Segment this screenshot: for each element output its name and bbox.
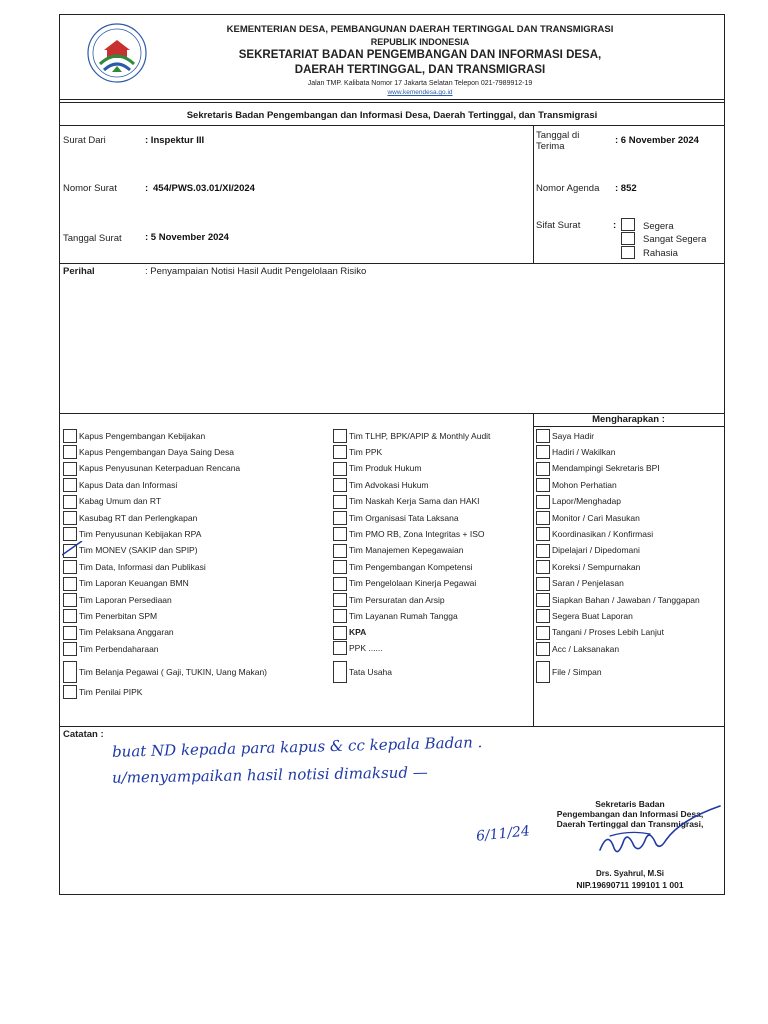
ministry-logo — [82, 20, 152, 86]
instruction-item-checkbox[interactable] — [536, 577, 550, 591]
instruction-item-label: Saya Hadir — [552, 430, 595, 441]
sifat-checkbox-sangat-segera[interactable] — [621, 232, 635, 245]
team-item-checkbox[interactable] — [333, 478, 347, 492]
team-item-checkbox[interactable] — [333, 641, 347, 655]
tanggal-diterima-label-1: Tanggal di — [536, 130, 580, 141]
unit-item-label: Kabag Umum dan RT — [79, 496, 162, 507]
team-item-checkbox[interactable] — [333, 609, 347, 623]
instruction-item-checkbox[interactable] — [536, 445, 550, 459]
instruction-item-label: Koordinasikan / Konfirmasi — [552, 528, 654, 539]
signatory-name: Drs. Syahrul, M.Si — [595, 869, 665, 878]
instruction-item-label: Koreksi / Sempurnakan — [552, 561, 641, 572]
tanggal-diterima-label-2: Terima — [536, 141, 565, 152]
signatory-title-line1: Sekretaris Badan — [595, 799, 665, 809]
team-item-label: Tim PMO RB, Zona Integritas + ISO — [349, 528, 485, 539]
unit-item-checkbox[interactable] — [63, 626, 77, 640]
signatory-title-line2: Pengembangan dan Informasi Desa, — [556, 809, 704, 819]
info-divider — [533, 125, 534, 263]
handwritten-date: 6/11/24 — [475, 823, 531, 845]
unit-item-checkbox[interactable] — [63, 560, 77, 574]
instruction-item-checkbox[interactable] — [536, 593, 550, 607]
unit-item-checkbox[interactable] — [63, 609, 77, 623]
letterhead-rule-bottom — [60, 102, 724, 103]
team-item-label: PPK ...... — [349, 642, 383, 653]
instruction-item-label: Monitor / Cari Masukan — [552, 512, 640, 523]
team-item-checkbox[interactable] — [333, 429, 347, 443]
instruction-item-checkbox[interactable] — [536, 462, 550, 476]
tanggal-surat-value: : 5 November 2024 — [145, 232, 229, 243]
unit-item-checkbox[interactable] — [63, 593, 77, 607]
team-item-label: Tim Advokasi Hukum — [349, 479, 429, 490]
unit-item-checkbox[interactable] — [63, 429, 77, 443]
instruction-item-checkbox[interactable] — [536, 642, 550, 656]
unit-item-label: Tim Penerbitan SPM — [79, 610, 158, 621]
agency-name-line1: SEKRETARIAT BADAN PENGEMBANGAN DAN INFORMASI DESA, — [238, 49, 602, 61]
unit-item-checkbox[interactable] — [63, 445, 77, 459]
catatan-label: Catatan : — [63, 729, 104, 740]
sifat-checkbox-segera[interactable] — [621, 218, 635, 231]
sifat-surat-colon: : — [613, 220, 617, 231]
team-item-label: Tim TLHP, BPK/APIP & Monthly Audit — [349, 430, 491, 441]
team-item-checkbox[interactable] — [333, 445, 347, 459]
unit-item-checkbox[interactable] — [63, 478, 77, 492]
unit-item-label: Tim MONEV (SAKIP dan SPIP) — [79, 545, 198, 556]
team-item-checkbox[interactable] — [333, 527, 347, 541]
team-item-label: Tata Usaha — [349, 666, 392, 677]
agency-name-line2: DAERAH TERTINGGAL, DAN TRANSMIGRASI — [294, 64, 546, 76]
unit-item-label: Kapus Pengembangan Daya Saing Desa — [79, 446, 234, 457]
team-item-checkbox[interactable] — [333, 511, 347, 525]
instruction-item-label: Saran / Penjelasan — [552, 578, 624, 589]
instruction-item-checkbox[interactable] — [536, 495, 550, 509]
nomor-agenda-label: Nomor Agenda — [536, 183, 600, 194]
instruction-item-checkbox[interactable] — [536, 560, 550, 574]
team-item-label: Tim Persuratan dan Arsip — [349, 594, 445, 605]
team-item-label: Tim Produk Hukum — [349, 463, 422, 474]
instruction-item-label: Dipelajari / Dipedomani — [552, 545, 640, 556]
handwritten-note-line1: buat ND kepada para kapus & cc kepala Badan . — [111, 733, 483, 761]
instruction-item-label: Mohon Perhatian — [552, 479, 617, 490]
unit-item-checkbox[interactable] — [63, 685, 77, 699]
unit-item-checkbox[interactable] — [63, 511, 77, 525]
signatory-title-line3: Daerah Tertinggal dan Transmigrasi, — [556, 819, 704, 829]
unit-item-label: Kapus Data dan Informasi — [79, 479, 178, 490]
perihal-rule — [60, 263, 724, 264]
perihal-label: Perihal — [63, 266, 95, 277]
nomor-surat-colon: : — [145, 183, 149, 194]
team-item-checkbox[interactable] — [333, 626, 347, 640]
sifat-option-sangat-segera: Sangat Segera — [643, 234, 706, 245]
instruction-item-label: Segera Buat Laporan — [552, 610, 633, 621]
instruction-item-label: Tangani / Proses Lebih Lanjut — [552, 627, 664, 638]
instruction-item-label: Siapkan Bahan / Jawaban / Tanggapan — [552, 594, 700, 605]
team-item-checkbox[interactable] — [333, 661, 347, 683]
disposition-rule-bottom — [60, 726, 724, 727]
letterhead-rule-top — [60, 99, 724, 100]
instruction-item-checkbox[interactable] — [536, 544, 550, 558]
unit-item-label: Tim Pelaksana Anggaran — [79, 627, 174, 638]
title-rule — [60, 125, 724, 126]
unit-item-label: Kapus Penyusunan Keterpaduan Rencana — [79, 463, 241, 474]
handwritten-note-line2: u/menyampaikan hasil notisi dimaksud — — [111, 763, 428, 787]
instruction-item-checkbox[interactable] — [536, 511, 550, 525]
nomor-surat-value: 454/PWS.03.01/XI/2024 — [153, 183, 255, 194]
instruction-item-checkbox[interactable] — [536, 626, 550, 640]
unit-item-checkbox[interactable] — [63, 544, 77, 558]
unit-item-checkbox[interactable] — [63, 642, 77, 656]
team-item-label: Tim Pengelolaan Kinerja Pegawai — [349, 578, 477, 589]
instruction-item-label: File / Simpan — [552, 666, 602, 677]
team-item-checkbox[interactable] — [333, 560, 347, 574]
instruction-item-checkbox[interactable] — [536, 609, 550, 623]
unit-item-checkbox[interactable] — [63, 462, 77, 476]
tanggal-diterima-value: : 6 November 2024 — [615, 135, 699, 146]
republic-name: REPUBLIK INDONESIA — [370, 37, 470, 47]
team-item-checkbox[interactable] — [333, 593, 347, 607]
unit-item-label: Tim Perbendaharaan — [79, 643, 159, 654]
unit-item-label: Tim Laporan Keuangan BMN — [79, 578, 189, 589]
instruction-item-checkbox[interactable] — [536, 478, 550, 492]
team-item-label: Tim PPK — [349, 446, 383, 457]
unit-item-checkbox[interactable] — [63, 527, 77, 541]
team-item-checkbox[interactable] — [333, 577, 347, 591]
nomor-agenda-value: : 852 — [615, 183, 637, 194]
letterhead-address: Jalan TMP. Kalibata Nomor 17 Jakarta Selatan Telepon 021-7989912-19 — [307, 80, 533, 87]
perihal-value: : Penyampaian Notisi Hasil Audit Pengelolaan Risiko — [145, 266, 367, 277]
unit-item-label: Kapus Pengembangan Kebijakan — [79, 430, 206, 441]
unit-item-label: Tim Penyusunan Kebijakan RPA — [79, 528, 202, 539]
nomor-surat-label: Nomor Surat — [63, 183, 117, 194]
sifat-surat-label: Sifat Surat — [536, 220, 581, 231]
team-item-checkbox[interactable] — [333, 544, 347, 558]
sifat-checkbox-rahasia[interactable] — [621, 246, 635, 259]
team-item-label: Tim Naskah Kerja Sama dan HAKI — [349, 496, 480, 507]
team-item-label: Tim Layanan Rumah Tangga — [349, 610, 458, 621]
team-item-label: Tim Manajemen Kepegawaian — [349, 545, 464, 556]
unit-item-checkbox[interactable] — [63, 661, 77, 683]
team-item-label: KPA — [349, 627, 367, 638]
signature — [590, 800, 730, 870]
unit-item-label: Kasubag RT dan Perlengkapan — [79, 512, 198, 523]
sifat-option-segera: Segera — [643, 221, 674, 232]
unit-item-label: Tim Belanja Pegawai ( Gaji, TUKIN, Uang Makan) — [79, 666, 268, 677]
unit-item-label: Tim Penilai PIPK — [79, 686, 143, 697]
mengharapkan-divider — [533, 413, 534, 726]
unit-item-checkbox[interactable] — [63, 495, 77, 509]
instruction-item-checkbox[interactable] — [536, 661, 550, 683]
unit-item-label: Tim Data, Informasi dan Publikasi — [79, 561, 206, 572]
mengharapkan-rule — [533, 426, 724, 427]
instruction-item-label: Acc / Laksanakan — [552, 643, 620, 654]
surat-dari-value: : Inspektur III — [145, 135, 205, 146]
letterhead-website[interactable]: www.kemendesa.go.id — [387, 89, 453, 96]
sifat-option-rahasia: Rahasia — [643, 248, 678, 259]
instruction-item-label: Hadiri / Wakilkan — [552, 446, 616, 457]
team-item-checkbox[interactable] — [333, 495, 347, 509]
unit-item-label: Tim Laporan Persediaan — [79, 594, 172, 605]
team-item-label: Tim Pengembangan Kompetensi — [349, 561, 473, 572]
team-item-checkbox[interactable] — [333, 462, 347, 476]
unit-item-checkbox[interactable] — [63, 577, 77, 591]
instruction-item-checkbox[interactable] — [536, 527, 550, 541]
surat-dari-label: Surat Dari — [63, 135, 106, 146]
instruction-item-label: Lapor/Menghadap — [552, 496, 622, 507]
form-title: Sekretaris Badan Pengembangan dan Informasi Desa, Daerah Tertinggal, dan Transmigrasi — [186, 110, 598, 121]
ministry-name: KEMENTERIAN DESA, PEMBANGUNAN DAERAH TERTINGGAL DAN TRANSMIGRASI — [226, 24, 614, 35]
signatory-nip: NIP.19690711 199101 1 001 — [576, 880, 684, 890]
instruction-item-label: Mendampingi Sekretaris BPI — [552, 463, 660, 474]
mengharapkan-title: Mengharapkan : — [592, 414, 665, 425]
tanggal-surat-label: Tanggal Surat — [63, 233, 122, 244]
instruction-item-checkbox[interactable] — [536, 429, 550, 443]
team-item-label: Tim Organisasi Tata Laksana — [349, 512, 459, 523]
